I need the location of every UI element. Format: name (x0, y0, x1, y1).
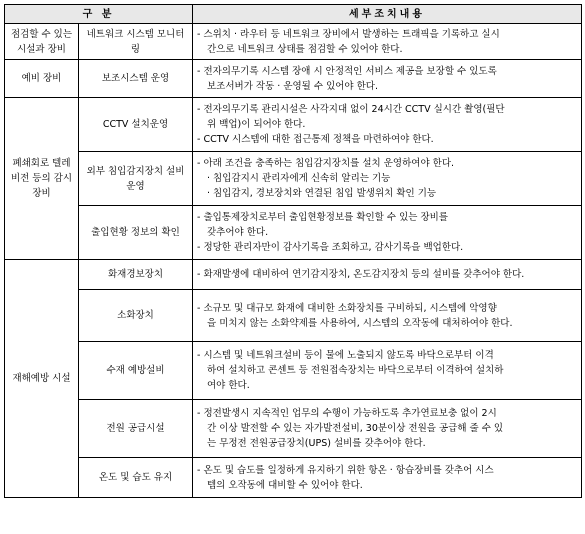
detail-line: - 정당한 관리자만이 감사기록을 조회하고, 감사기록을 백업한다. (197, 242, 464, 253)
item-cell: 수재 예방설비 (79, 342, 193, 400)
item-cell: CCTV 설치운영 (79, 98, 193, 152)
detail-line: 위 백업)이 되어야 한다. (207, 119, 306, 130)
detail-cell (193, 458, 582, 498)
detail-cell (193, 98, 582, 152)
item-cell: 외부 침입감지장치 설비 운영 (79, 152, 193, 206)
detail-cell (193, 342, 582, 400)
detail-line: 는 무정전 전원공급장치(UPS) 설비를 갖추어야 한다. (207, 438, 426, 449)
category-cell: 예비 장비 (5, 60, 79, 98)
detail-line: - 온도 및 습도를 일정하게 유지하기 위한 항온 · 항습장비를 갖추어 시스 (197, 464, 494, 476)
detail-line: 템의 오작동에 대비할 수 있어야 한다. (207, 479, 363, 491)
table-row (5, 152, 582, 206)
detail-line: - 아래 조건을 충족하는 침입감지장치를 설치 운영하여야 한다. (197, 158, 455, 169)
category-cell: 재해예방 시설 (5, 260, 79, 498)
detail-line: · 침입감지, 경보장치와 연결된 침입 발생위치 확인 기능 (207, 188, 437, 199)
detail-line: 보조서버가 작동 · 운영될 수 있어야 한다. (207, 80, 378, 92)
category-cell: 점검할 수 있는 시설과 장비 (5, 24, 79, 60)
table-row (5, 290, 582, 342)
detail-line: - 스위치 · 라우터 등 네트워크 장비에서 발생하는 트래픽을 기록하고 실시 (197, 28, 500, 40)
detail-cell (193, 24, 582, 60)
detail-line: - 전자의무기록 시스템 장애 시 안정적인 서비스 제공을 보장할 수 있도록 (197, 65, 497, 77)
detail-cell (193, 260, 582, 290)
table-row (5, 60, 582, 98)
detail-line: 간 이상 발전할 수 있는 자가발전설비, 30분이상 전원을 공급해 줄 수 있 (207, 423, 504, 434)
item-cell: 화재경보장치 (79, 260, 193, 290)
detail-line: - 소규모 및 대규모 화재에 대비한 소화장치를 구비하되, 시스템에 악영향 (197, 302, 497, 314)
detail-line: - CCTV 시스템에 대한 접근통제 정책을 마련하여야 한다. (197, 134, 434, 145)
detail-line: 여야 한다. (207, 380, 250, 391)
detail-cell (193, 400, 582, 458)
detail-cell (193, 290, 582, 342)
item-cell: 소화장치 (79, 290, 193, 342)
header-row (5, 5, 582, 24)
detail-line: 을 미치지 않는 소화약제를 사용하여, 시스템의 오작동에 대처하여야 한다. (207, 317, 513, 329)
item-cell: 출입현황 정보의 확인 (79, 206, 193, 260)
detail-cell (193, 152, 582, 206)
detail-cell (193, 206, 582, 260)
table-row (5, 260, 582, 290)
detail-cell (193, 60, 582, 98)
detail-line: 하여 설치하고 콘센트 등 전원접속장치는 바닥으로부터 이격하여 설치하 (207, 365, 504, 376)
detail-line: 간으로 네트워크 상태를 점검할 수 있어야 한다. (207, 43, 403, 55)
detail-line: · 침입감지시 관리자에게 신속히 알리는 기능 (207, 173, 391, 184)
item-cell: 전원 공급시설 (79, 400, 193, 458)
table-row (5, 24, 582, 60)
detail-line: - 출입통제장치로부터 출입현황정보를 확인할 수 있는 장비를 (197, 212, 448, 223)
table-row (5, 342, 582, 400)
table-row (5, 98, 582, 152)
table-row (5, 400, 582, 458)
detail-line: - 전자의무기록 관리시설은 사각지대 없이 24시간 CCTV 실시간 촬영(필단 (197, 104, 505, 115)
detail-line: - 화재발생에 대비하여 연기감지장치, 온도감지장치 등의 설비를 갖추어야 한다. (197, 269, 525, 280)
detail-line: - 시스템 및 네트워크설비 등이 물에 노출되지 않도록 바닥으로부터 이격 (197, 350, 494, 361)
table-row (5, 206, 582, 260)
detail-line: - 정전발생시 지속적인 업무의 수행이 가능하도록 추가연료보충 없이 2시 (197, 408, 497, 419)
category-cell: 폐쇄회로 텔레비전 등의 감시 장비 (5, 98, 79, 260)
header-detail: 세부조치내용 (193, 5, 582, 24)
table-row (5, 458, 582, 498)
item-cell: 보조시스템 운영 (79, 60, 193, 98)
item-cell: 네트워크 시스템 모니터링 (79, 24, 193, 60)
header-category: 구 분 (5, 5, 193, 24)
detail-line: 갖추어야 한다. (207, 227, 269, 238)
measures-table (4, 4, 582, 498)
item-cell: 온도 및 습도 유지 (79, 458, 193, 498)
